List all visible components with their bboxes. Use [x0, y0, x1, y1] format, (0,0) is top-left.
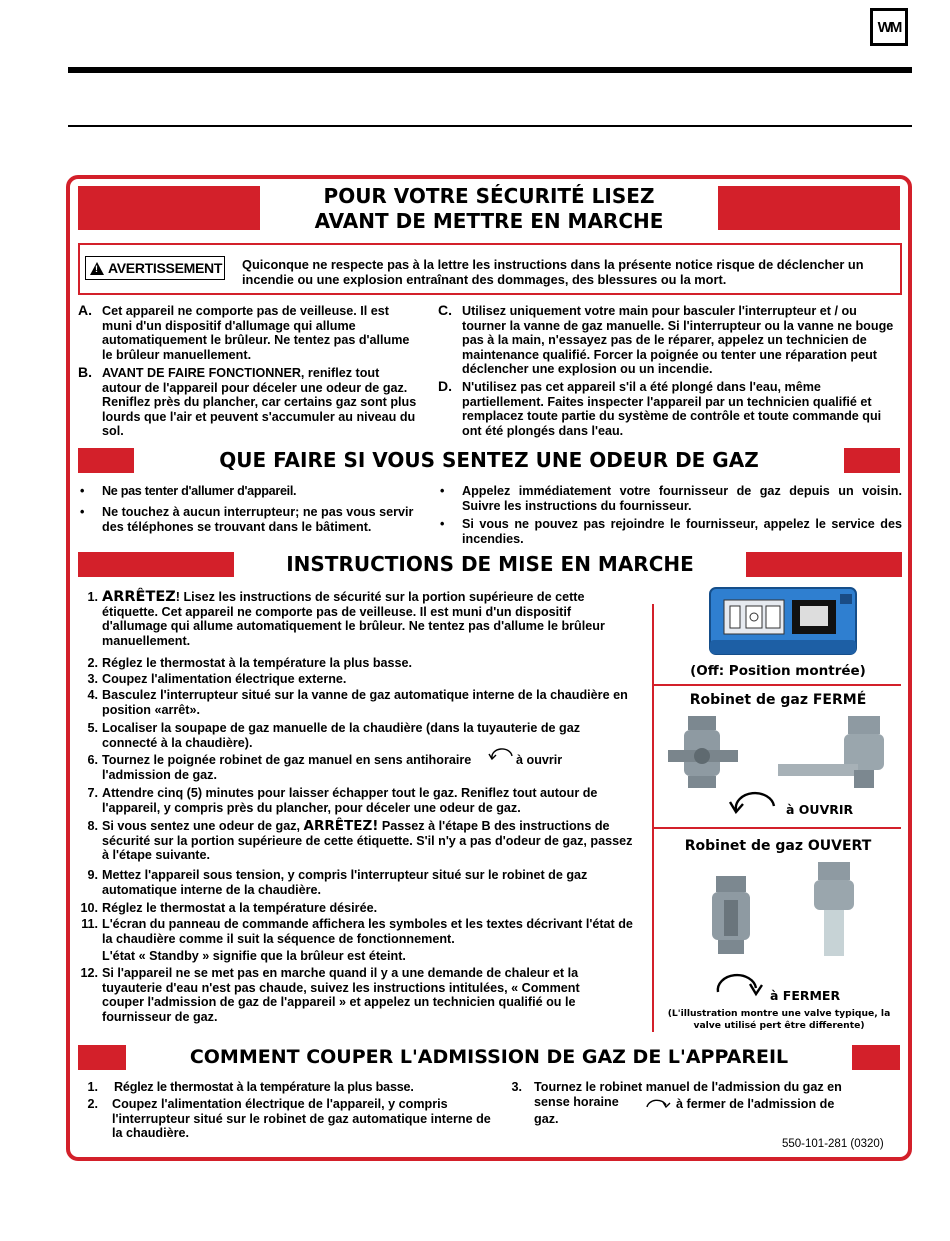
shutoff-step-3-end: à fermer de l'admission de gaz.: [534, 1097, 835, 1126]
safety-letter-c: C.: [438, 302, 452, 318]
safety-point-a: Cet appareil ne comporte pas de veilleuse. Il est muni d'un dispositif d'allumage qui allume automatiquement le brûleur. Ne tentez pas d'allume le brûleur manuellement.: [102, 304, 410, 362]
step-12: Si l'appareil ne se met pas en marche quand il y a une demande de chaleur et la tuyauterie d'eau n'est pas chaude, suivez les instructions intitulées, « Comment couper l'admission de gaz de l'appareil » et appelez un technicien qualifié ou le fournisseur de gaz.: [102, 966, 580, 1024]
step-number-12: 12.: [80, 966, 98, 980]
open-valve-image: [700, 858, 860, 958]
step-1-text: ! Lisez les instructions de sécurité sur la portion supérieure de cette étiquette. Cet appareil ne comporte pas de veilleuse. Il est muni d'un dispositif d'allumage qui allume automatiquement le brûleur. Ne tentez pas d'allume le brûleur manuellement.: [102, 590, 605, 648]
warning-badge: [85, 256, 225, 280]
valve-open-title: Robinet de gaz OUVERT: [684, 838, 872, 854]
step-number-7: 7.: [87, 786, 98, 800]
step-10: Réglez le thermostat a la température désirée.: [102, 901, 378, 915]
step-number-3: 3.: [87, 672, 98, 686]
valve-illustration-note: (L'illustration montre une valve typique, la valve utilisé pert être differente): [667, 1008, 891, 1031]
step-3: Coupez l'alimentation électrique externe.: [102, 672, 347, 686]
shutoff-bar-left: [78, 1045, 126, 1070]
step-6-text: Tournez le poignée robinet de gaz manuel en sens antihoraire: [102, 753, 472, 767]
step-8: [102, 819, 638, 863]
shutoff-bar-right: [852, 1045, 900, 1070]
step-2: Réglez le thermostat à la température la plus basse.: [102, 656, 413, 670]
step-number-10: 10.: [80, 901, 98, 915]
step-number-9: 9.: [87, 868, 98, 882]
shutoff-heading: COMMENT COUPER L'ADMISSION DE GAZ DE L'APPAREIL: [189, 1046, 789, 1068]
gas-odor-bar-left: [78, 448, 134, 473]
safety-point-d: N'utilisez pas cet appareil s'il a été plongé dans l'eau, même partiellement. Faites inspecter l'appareil par un technicien qualifié et remplacez toute partie du système de contrôle et toute commande qui ont été plongés dans l'eau.: [462, 380, 882, 438]
step-number-1: 1.: [87, 590, 98, 604]
gas-odor-item-1: Ne pas tenter d'allumer d'appareil.: [102, 484, 297, 498]
step-11-standby: L'état « Standby » signifie que la brûleur est éteint.: [102, 949, 406, 963]
wm-logo: WM: [870, 8, 908, 46]
to-open-label: à OUVRIR: [786, 802, 854, 817]
startup-heading: INSTRUCTIONS DE MISE EN MARCHE: [286, 552, 694, 576]
step-number-6: 6.: [87, 753, 98, 767]
shutoff-step-2: Coupez l'alimentation électrique de l'appareil, y compris l'interrupteur situé sur le robinet de gaz automatique interne de la chaudière.: [112, 1097, 491, 1140]
gas-valve-control-image: [708, 586, 858, 658]
gas-odor-item-3: Appelez immédiatement votre fournisseur de gaz depuis un voisin. Suivre les instructions du fournisseur.: [462, 484, 902, 513]
bullet-4: •: [440, 517, 445, 531]
warning-triangle-icon: !: [90, 262, 104, 275]
bullet-3: •: [440, 484, 445, 498]
shutoff-step-3-text: Tournez le robinet manuel de l'admission du gaz en sense horaine: [534, 1080, 842, 1109]
figures-divider-2: [652, 827, 901, 829]
title-bar-left: [78, 186, 260, 230]
step-8-text-b: Passez à l'étape B des instructions de sécurité sur la portion supérieure de cette étiquette. S'il n'y a pas d'odeur de gaz, passez à l'étape suivante.: [102, 819, 633, 862]
step-number-8: 8.: [87, 819, 98, 833]
step-1: [102, 590, 632, 648]
shutoff-number-2: 2.: [87, 1097, 98, 1111]
step-9: Mettez l'appareil sous tension, y compris l'interrupteur situé sur le robinet de gaz automatique interne de la chaudière.: [102, 868, 588, 897]
closed-valve-image: [668, 712, 893, 792]
warning-badge-text: AVERTISSEMENT: [108, 260, 223, 276]
safety-point-b: AVANT DE FAIRE FONCTIONNER, reniflez tout autour de l'appareil pour déceler une odeur de gaz. Reniflez près du plancher, car certains gaz sont plus lourds que l'air et peuvent s'accumuler au niveau du sol.: [102, 366, 417, 438]
shutoff-number-1: 1.: [87, 1080, 98, 1094]
gas-odor-item-2: Ne touchez à aucun interrupteur; ne pas vous servir des téléphones se trouvant dans le bâtiment.: [102, 505, 414, 534]
shutoff-step-1: Réglez le thermostat à la température la plus basse.: [114, 1080, 414, 1094]
shutoff-number-3: 3.: [511, 1080, 522, 1094]
valve-closed-title: Robinet de gaz FERMÉ: [689, 692, 867, 708]
clockwise-close-arrow-icon: [714, 970, 764, 998]
step-5: Localiser la soupape de gaz manuelle de la chaudière (dans la tuyauterie de gaz connecté à la chaudière).: [102, 721, 581, 750]
title-line-1: POUR VOTRE SÉCURITÉ LISEZ: [323, 184, 655, 208]
step-8-stop: ARRÊTEZ!: [303, 818, 379, 834]
header-rule-thin: [68, 125, 912, 127]
gas-odor-bar-right: [844, 448, 900, 473]
step-8-text-a: Si vous sentez une odeur de gaz,: [102, 819, 301, 833]
step-1-stop: ARRÊTEZ: [102, 589, 176, 605]
counterclockwise-open-arrow-icon: [728, 788, 778, 814]
step-4: Basculez l'interrupteur situé sur la vanne de gaz automatique interne de la chaudière en position «arrêt».: [102, 688, 628, 717]
step-number-5: 5.: [87, 721, 98, 735]
safety-letter-a: A.: [78, 302, 92, 318]
title-line-2: AVANT DE METTRE EN MARCHE: [314, 209, 664, 233]
figures-divider-vertical: [652, 604, 654, 1032]
startup-bar-right: [746, 552, 902, 577]
part-number: 550-101-281 (0320): [782, 1138, 884, 1150]
warning-text: Quiconque ne respecte pas à la lettre les instructions dans la présente notice risque de déclencher un incendie ou une explosion entraînant des dommages, des blessures ou la mort.: [242, 257, 864, 287]
step-number-11: 11.: [81, 917, 98, 931]
startup-bar-left: [78, 552, 234, 577]
gas-odor-item-4: Si vous ne pouvez pas rejoindre le fournisseur, appelez le service des incendies.: [462, 517, 902, 546]
gas-odor-heading: QUE FAIRE SI VOUS SENTEZ UNE ODEUR DE GAZ: [219, 448, 759, 472]
title-bar-right: [718, 186, 900, 230]
to-close-label: à FERMER: [770, 988, 841, 1003]
figures-divider-1: [652, 684, 901, 686]
step-number-4: 4.: [87, 688, 98, 702]
step-6-end: à ouvrir l'admission de gaz.: [102, 753, 563, 782]
safety-point-c: Utilisez uniquement votre main pour basculer l'interrupteur et / ou tourner la vanne de gaz manuelle. Si l'interrupteur ou la vanne ne bouge pas à la main, n'essayez pas de le réparer, appelez un technicien de maintenance qualifié. Forcer la poignée ou tenter une réparation peut déclencher une explosion ou un incendie.: [462, 304, 894, 376]
step-number-2: 2.: [87, 656, 98, 670]
off-position-caption: (Off: Position montrée): [690, 663, 866, 679]
bullet-2: •: [80, 505, 85, 519]
header-rule-thick: [68, 67, 912, 73]
safety-letter-d: D.: [438, 378, 452, 394]
bullet-1: •: [80, 484, 85, 498]
label-title: [262, 184, 716, 234]
safety-letter-b: B.: [78, 364, 92, 380]
step-11: L'écran du panneau de commande affichera les symboles et les textes décrivant l'état de la chaudière comme il suit la séquence de fonctionnement.: [102, 917, 633, 946]
step-7: Attendre cinq (5) minutes pour laisser échapper tout le gaz. Reniflez tout autour de l'appareil, y compris près du plancher, pour déceler une odeur de gaz.: [102, 786, 598, 815]
